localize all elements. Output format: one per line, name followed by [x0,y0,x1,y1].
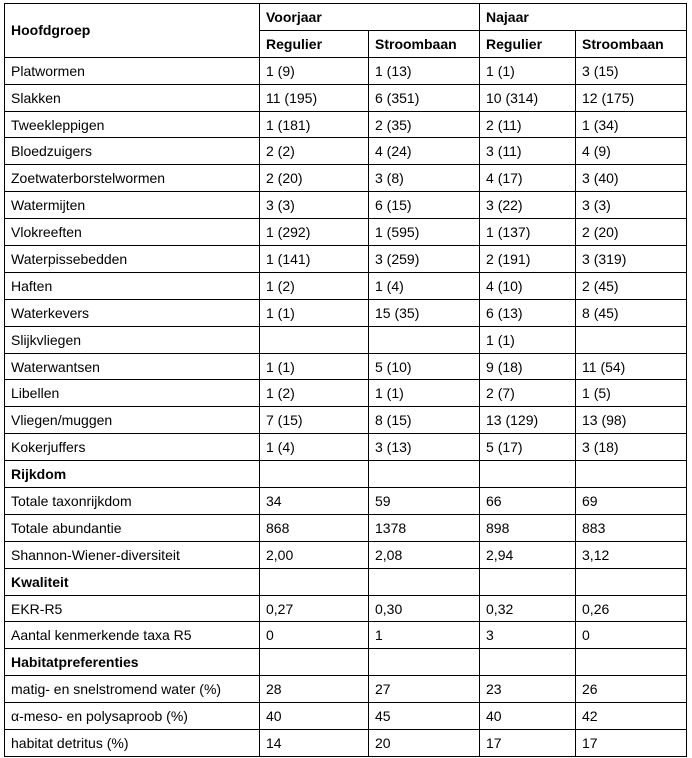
table-row [5,272,687,299]
table-row [5,246,687,273]
value-cell: 34 [260,488,369,515]
value-cell: 11 (54) [576,353,687,380]
value-cell: 2 (2) [260,138,369,165]
value-cell: 1 [369,622,480,649]
value-cell: 17 [480,730,576,757]
row-label: Bloedzuigers [5,138,260,165]
header-stream-spring: Stroombaan [369,30,480,57]
value-cell: 3 (259) [369,246,480,273]
value-cell: 9 (18) [480,353,576,380]
value-cell: 0,26 [576,595,687,622]
table-row [5,165,687,192]
value-cell: 2 (20) [260,165,369,192]
value-cell [369,649,480,676]
value-cell: 28 [260,676,369,703]
value-cell: 6 (13) [480,299,576,326]
value-cell: 13 (98) [576,407,687,434]
value-cell [260,326,369,353]
value-cell: 3 (11) [480,138,576,165]
row-label: Platwormen [5,57,260,84]
value-cell: 8 (45) [576,299,687,326]
row-label: Watermijten [5,192,260,219]
value-cell: 42 [576,703,687,730]
row-label: α-meso- en polysaproob (%) [5,703,260,730]
value-cell: 4 (24) [369,138,480,165]
value-cell: 26 [576,676,687,703]
table-row [5,192,687,219]
row-label: Haften [5,272,260,299]
row-label: Shannon-Wiener-diversiteit [5,541,260,568]
value-cell: 3 (18) [576,434,687,461]
table-row [5,353,687,380]
table-row [5,138,687,165]
value-cell [260,461,369,488]
value-cell: 3 (319) [576,246,687,273]
row-label: Totale abundantie [5,514,260,541]
value-cell: 6 (15) [369,192,480,219]
value-cell: 40 [480,703,576,730]
table-row [5,326,687,353]
row-label: Waterwantsen [5,353,260,380]
section-row [5,568,687,595]
value-cell: 40 [260,703,369,730]
row-label: Slakken [5,84,260,111]
value-cell: 17 [576,730,687,757]
value-cell: 2,94 [480,541,576,568]
value-cell: 2 (7) [480,380,576,407]
value-cell: 2 (45) [576,272,687,299]
value-cell: 0,30 [369,595,480,622]
value-cell: 1 (1) [369,380,480,407]
value-cell: 1 (2) [260,272,369,299]
section-row [5,461,687,488]
header-group-cell: Hoofdgroep [5,4,260,58]
value-cell [480,649,576,676]
value-cell [369,461,480,488]
row-label: Waterkevers [5,299,260,326]
value-cell: 12 (175) [576,84,687,111]
value-cell: 11 (195) [260,84,369,111]
row-label: Totale taxonrijkdom [5,488,260,515]
table-row [5,595,687,622]
value-cell: 1 (595) [369,219,480,246]
value-cell [260,649,369,676]
value-cell: 1 (2) [260,380,369,407]
table-row [5,703,687,730]
section-row [5,649,687,676]
value-cell: 1 (181) [260,111,369,138]
value-cell: 868 [260,514,369,541]
value-cell: 3 (15) [576,57,687,84]
value-cell: 1 (34) [576,111,687,138]
value-cell: 3 (40) [576,165,687,192]
value-cell: 3 (3) [576,192,687,219]
value-cell: 3 (13) [369,434,480,461]
table-row [5,299,687,326]
value-cell: 66 [480,488,576,515]
value-cell: 2,08 [369,541,480,568]
value-cell: 1 (292) [260,219,369,246]
row-label: EKR-R5 [5,595,260,622]
table-row [5,541,687,568]
value-cell: 2 (11) [480,111,576,138]
value-cell: 3 [480,622,576,649]
value-cell: 898 [480,514,576,541]
table-row [5,407,687,434]
row-label: Kokerjuffers [5,434,260,461]
section-label: Kwaliteit [5,568,260,595]
row-label: Zoetwaterborstelwormen [5,165,260,192]
value-cell: 1 (1) [260,299,369,326]
value-cell: 15 (35) [369,299,480,326]
value-cell: 13 (129) [480,407,576,434]
value-cell: 45 [369,703,480,730]
value-cell [480,461,576,488]
section-label: Rijkdom [5,461,260,488]
row-label: matig- en snelstromend water (%) [5,676,260,703]
value-cell: 1 (141) [260,246,369,273]
value-cell [480,568,576,595]
value-cell: 0 [260,622,369,649]
value-cell: 4 (10) [480,272,576,299]
value-cell: 59 [369,488,480,515]
value-cell: 2 (20) [576,219,687,246]
table-row [5,84,687,111]
value-cell [369,326,480,353]
row-label: Slijkvliegen [5,326,260,353]
table-row [5,488,687,515]
value-cell: 3,12 [576,541,687,568]
value-cell: 1 (13) [369,57,480,84]
value-cell: 3 (8) [369,165,480,192]
value-cell: 8 (15) [369,407,480,434]
header-row-seasons [5,4,687,31]
value-cell: 1 (9) [260,57,369,84]
value-cell [576,568,687,595]
value-cell: 6 (351) [369,84,480,111]
value-cell: 10 (314) [480,84,576,111]
value-cell: 27 [369,676,480,703]
table-row [5,219,687,246]
value-cell: 5 (17) [480,434,576,461]
value-cell [576,461,687,488]
value-cell: 1 (4) [369,272,480,299]
table-row [5,380,687,407]
table-row [5,111,687,138]
table-row [5,730,687,757]
section-label: Habitatpreferenties [5,649,260,676]
header-spring: Voorjaar [260,4,480,31]
row-label: Aantal kenmerkende taxa R5 [5,622,260,649]
value-cell [260,568,369,595]
value-cell: 7 (15) [260,407,369,434]
value-cell: 3 (22) [480,192,576,219]
value-cell: 4 (17) [480,165,576,192]
value-cell: 69 [576,488,687,515]
value-cell [369,568,480,595]
value-cell: 2 (35) [369,111,480,138]
value-cell: 1 (1) [260,353,369,380]
row-label: Vliegen/muggen [5,407,260,434]
value-cell: 1378 [369,514,480,541]
value-cell: 1 (5) [576,380,687,407]
value-cell: 1 (1) [480,326,576,353]
table-row [5,622,687,649]
value-cell: 3 (3) [260,192,369,219]
value-cell: 2 (191) [480,246,576,273]
value-cell [576,649,687,676]
table-row [5,514,687,541]
row-label: Tweekleppigen [5,111,260,138]
value-cell: 2,00 [260,541,369,568]
table-row [5,434,687,461]
value-cell: 14 [260,730,369,757]
header-autumn: Najaar [480,4,687,31]
row-label: habitat detritus (%) [5,730,260,757]
value-cell: 1 (137) [480,219,576,246]
value-cell: 0 [576,622,687,649]
value-cell: 1 (4) [260,434,369,461]
value-cell: 4 (9) [576,138,687,165]
row-label: Libellen [5,380,260,407]
table-body [5,57,687,756]
row-label: Vlokreeften [5,219,260,246]
value-cell: 5 (10) [369,353,480,380]
table-row [5,57,687,84]
header-regular-autumn: Regulier [480,30,576,57]
row-label: Waterpissebedden [5,246,260,273]
value-cell [576,326,687,353]
value-cell: 23 [480,676,576,703]
header-stream-autumn: Stroombaan [576,30,687,57]
value-cell: 883 [576,514,687,541]
value-cell: 0,32 [480,595,576,622]
header-regular-spring: Regulier [260,30,369,57]
taxa-table [4,3,687,757]
value-cell: 1 (1) [480,57,576,84]
value-cell: 0,27 [260,595,369,622]
table-row [5,676,687,703]
value-cell: 20 [369,730,480,757]
